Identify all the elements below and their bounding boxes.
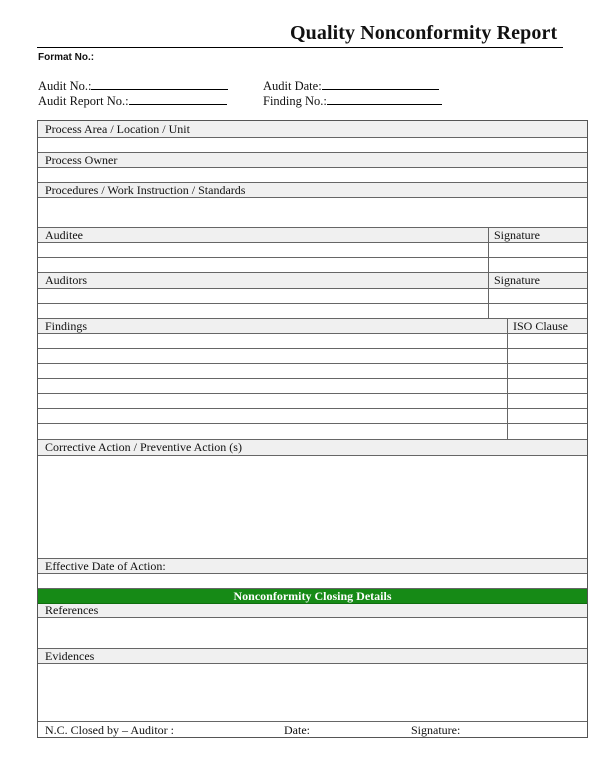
- references-label: References: [45, 603, 99, 617]
- effective-date-label: Effective Date of Action:: [45, 559, 166, 573]
- process-area-header: [38, 121, 587, 138]
- finding-no-input[interactable]: [327, 92, 442, 105]
- auditee-divider: [488, 228, 489, 273]
- findings-row[interactable]: [38, 364, 587, 379]
- auditee-label: Auditee: [45, 228, 83, 242]
- effective-date-input[interactable]: [38, 574, 587, 589]
- closed-by-label: N.C. Closed by – Auditor :: [45, 723, 175, 737]
- auditors-row[interactable]: [38, 289, 587, 304]
- closing-details-bar: [38, 589, 587, 604]
- audit-report-no-label: Audit Report No.:: [38, 94, 129, 108]
- auditors-label: Auditors: [45, 273, 87, 287]
- references-header: [38, 604, 587, 618]
- corrective-action-input[interactable]: [38, 456, 587, 559]
- process-area-label: Process Area / Location / Unit: [45, 122, 190, 136]
- process-area-input[interactable]: [38, 138, 587, 153]
- iso-clause-label: ISO Clause: [513, 319, 568, 333]
- finding-no-field: [263, 92, 442, 109]
- audit-report-no-input[interactable]: [129, 92, 227, 105]
- process-owner-input[interactable]: [38, 168, 587, 183]
- date-label: Date:: [284, 723, 310, 737]
- auditee-row[interactable]: [38, 243, 587, 258]
- process-owner-label: Process Owner: [45, 153, 118, 167]
- auditors-row[interactable]: [38, 304, 587, 319]
- findings-row[interactable]: [38, 379, 587, 394]
- corrective-action-label: Corrective Action / Preventive Action (s): [45, 440, 242, 454]
- references-input[interactable]: [38, 618, 587, 649]
- findings-divider: [507, 319, 508, 440]
- title-divider: [37, 47, 563, 48]
- findings-row[interactable]: [38, 409, 587, 424]
- procedures-header: [38, 183, 587, 198]
- auditee-header: [38, 228, 587, 243]
- findings-label: Findings: [45, 319, 88, 333]
- auditee-row[interactable]: [38, 258, 587, 273]
- findings-row[interactable]: [38, 394, 587, 409]
- evidences-header: [38, 649, 587, 664]
- audit-report-no-field: [38, 92, 227, 109]
- format-no-label: Format No.:: [38, 52, 95, 63]
- audit-date-label: Audit Date:: [263, 79, 322, 93]
- closing-details-label: Nonconformity Closing Details: [233, 589, 392, 603]
- audit-no-input[interactable]: [91, 77, 228, 90]
- procedures-label: Procedures / Work Instruction / Standards: [45, 183, 246, 197]
- findings-header: [38, 319, 587, 334]
- finding-no-label: Finding No.:: [263, 94, 327, 108]
- auditors-signature-label: Signature: [494, 273, 540, 287]
- findings-row[interactable]: [38, 349, 587, 364]
- audit-date-input[interactable]: [322, 77, 439, 90]
- findings-row[interactable]: [38, 334, 587, 349]
- findings-row[interactable]: [38, 424, 587, 440]
- closing-footer: [38, 722, 587, 737]
- audit-no-label: Audit No.:: [38, 79, 92, 93]
- evidences-input[interactable]: [38, 664, 587, 722]
- procedures-input[interactable]: [38, 198, 587, 228]
- signature-label: Signature:: [411, 723, 461, 737]
- evidences-label: Evidences: [45, 649, 95, 663]
- nonconformity-form: [37, 120, 588, 738]
- corrective-action-header: [38, 440, 587, 456]
- auditee-signature-label: Signature: [494, 228, 540, 242]
- effective-date-header: [38, 559, 587, 574]
- process-owner-header: [38, 153, 587, 168]
- page-title: Quality Nonconformity Report: [290, 22, 558, 44]
- auditors-divider: [488, 273, 489, 319]
- auditors-header: [38, 273, 587, 289]
